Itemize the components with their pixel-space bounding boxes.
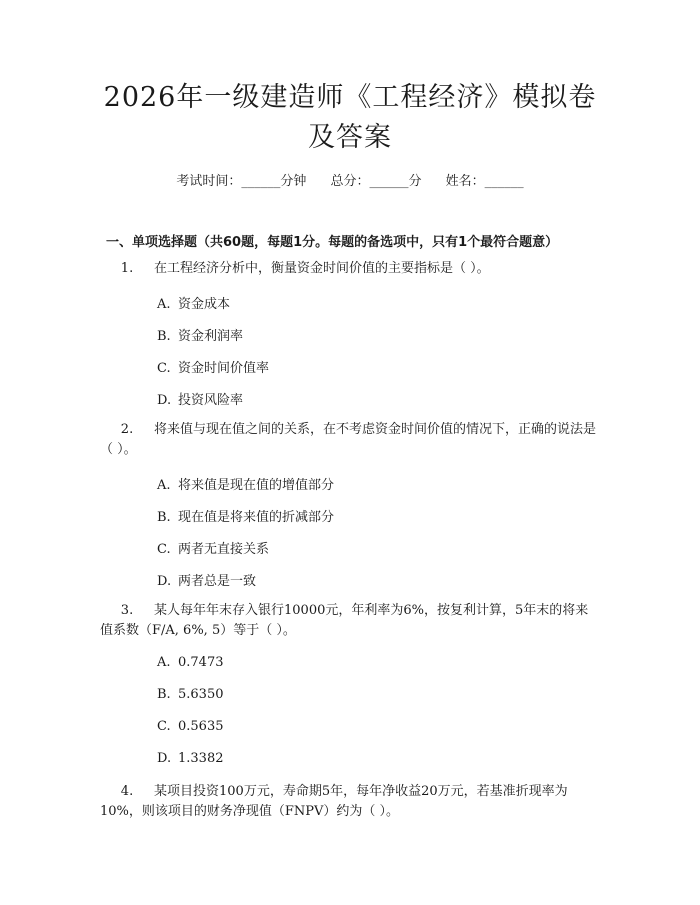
question-number: 2. [120, 422, 134, 437]
option-2b [157, 506, 334, 525]
option-text: 资金利润率 [178, 329, 244, 344]
option-text: 两者无直接关系 [178, 542, 270, 557]
option-1d [157, 389, 243, 408]
question-text: 某项目投资100万元，寿命期5年，每年净收益20万元，若基准折现率为10%，则该项目的财务净现值（FNPV）约为（ ）。 [100, 784, 568, 819]
page-title: 2026年一级建造师《工程经济》模拟卷及答案 [103, 82, 597, 153]
option-2a [157, 474, 334, 493]
option-text: 资金时间价值率 [178, 361, 270, 376]
option-3b [157, 687, 224, 702]
option-letter: C. [157, 719, 171, 734]
option-letter: A. [157, 478, 171, 493]
option-3a [157, 655, 224, 670]
question-text: 在工程经济分析中，衡量资金时间价值的主要指标是（ ）。 [154, 261, 490, 276]
option-letter: B. [157, 510, 171, 525]
total-score-field: 总分：______分 [330, 174, 422, 189]
question-number: 1. [120, 261, 134, 276]
option-letter: C. [157, 542, 171, 557]
option-text: 1.3382 [178, 751, 224, 766]
option-1a [157, 293, 230, 312]
option-letter: B. [157, 687, 171, 702]
option-letter: B. [157, 329, 171, 344]
option-1b [157, 325, 243, 344]
option-2c [157, 538, 269, 557]
option-text: 将来值是现在值的增值部分 [178, 478, 335, 493]
option-1c [157, 357, 269, 376]
option-3c [157, 719, 224, 734]
question-4 [100, 782, 600, 822]
option-letter: C. [157, 361, 171, 376]
option-letter: A. [157, 655, 171, 670]
option-text: 两者总是一致 [178, 574, 257, 589]
question-1 [100, 259, 600, 279]
name-field: 姓名：______ [445, 174, 524, 189]
question-number: 4. [120, 784, 134, 799]
option-letter: D. [157, 574, 172, 589]
option-text: 资金成本 [178, 297, 231, 312]
exam-time-field: 考试时间：______分钟 [176, 174, 307, 189]
option-text: 0.5635 [178, 719, 224, 734]
question-text: 将来值与现在值之间的关系，在不考虑资金时间价值的情况下，正确的说法是（ ）。 [100, 422, 597, 457]
option-letter: D. [157, 751, 172, 766]
option-text: 投资风险率 [178, 393, 244, 408]
question-text: 某人每年年末存入银行10000元，年利率为6%，按复利计算，5年末的将来值系数（F/A, 6%, 5）等于（ ）。 [100, 603, 589, 638]
option-text: 现在值是将来值的折减部分 [178, 510, 335, 525]
section-title: 一、单项选择题（共60题，每题1分。每题的备选项中，只有1个最符合题意） [106, 235, 559, 250]
question-number: 3. [120, 603, 134, 618]
option-text: 0.7473 [178, 655, 224, 670]
option-text: 5.6350 [178, 687, 224, 702]
option-2d [157, 570, 256, 589]
option-letter: A. [157, 297, 171, 312]
option-letter: D. [157, 393, 172, 408]
question-3 [100, 601, 600, 641]
question-2 [100, 420, 600, 460]
option-3d [157, 751, 224, 766]
exam-meta [0, 170, 700, 189]
